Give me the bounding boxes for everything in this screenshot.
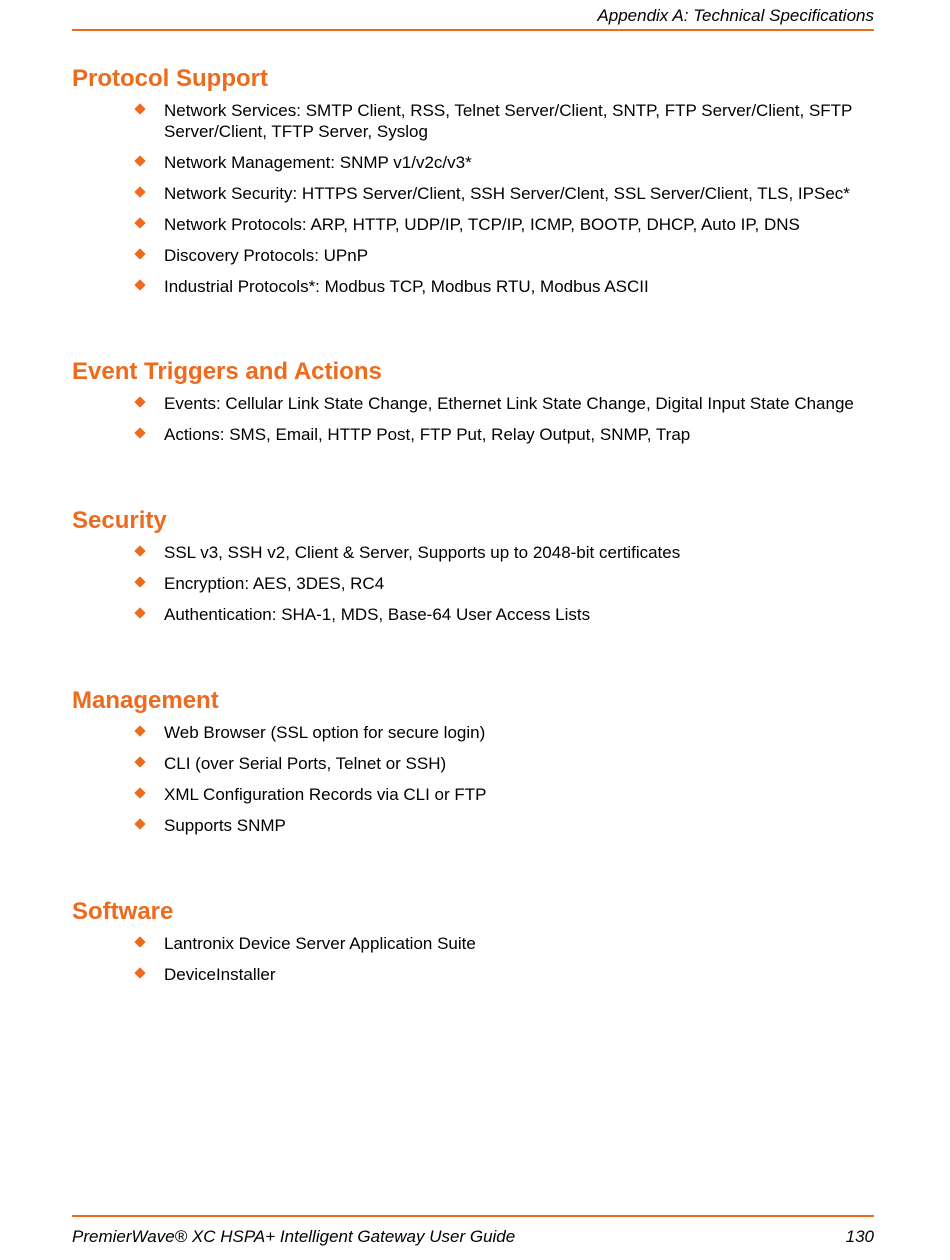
list-item: Authentication: SHA-1, MDS, Base-64 User Access Lists xyxy=(72,604,874,625)
footer-document-title: PremierWave® XC HSPA+ Intelligent Gateway User Guide xyxy=(72,1227,516,1246)
footer-page-number: 130 xyxy=(845,1227,874,1246)
list-item: Encryption: AES, 3DES, RC4 xyxy=(72,573,874,594)
diamond-bullet-icon xyxy=(134,279,145,290)
section-event-triggers xyxy=(72,357,874,455)
bullet-list xyxy=(72,542,874,625)
list-item: Network Protocols: ARP, HTTP, UDP/IP, TCP/IP, ICMP, BOOTP, DHCP, Auto IP, DNS xyxy=(72,214,874,235)
section-heading: Management xyxy=(72,687,219,714)
list-item: Supports SNMP xyxy=(72,815,874,836)
list-item: Industrial Protocols*: Modbus TCP, Modbus RTU, Modbus ASCII xyxy=(72,276,874,297)
diamond-bullet-icon xyxy=(134,725,145,736)
diamond-bullet-icon xyxy=(134,936,145,947)
diamond-bullet-icon xyxy=(134,545,145,556)
section-software xyxy=(72,897,874,995)
list-item: Network Security: HTTPS Server/Client, SSH Server/Clent, SSL Server/Client, TLS, IPSec* xyxy=(72,183,874,204)
footer-rule xyxy=(72,1215,874,1217)
list-item: DeviceInstaller xyxy=(72,964,874,985)
bullet-list xyxy=(72,722,874,836)
diamond-bullet-icon xyxy=(134,756,145,767)
diamond-bullet-icon xyxy=(134,103,145,114)
section-heading: Software xyxy=(72,898,174,925)
diamond-bullet-icon xyxy=(134,217,145,228)
diamond-bullet-icon xyxy=(134,248,145,259)
bullet-list xyxy=(72,393,874,445)
diamond-bullet-icon xyxy=(134,967,145,978)
list-item: Web Browser (SSL option for secure login) xyxy=(72,722,874,743)
diamond-bullet-icon xyxy=(134,607,145,618)
list-item: Network Services: SMTP Client, RSS, Telnet Server/Client, SNTP, FTP Server/Client, SFTP Server/Client, TFTP Server, Syslog xyxy=(72,100,874,142)
diamond-bullet-icon xyxy=(134,155,145,166)
diamond-bullet-icon xyxy=(134,396,145,407)
section-heading: Protocol Support xyxy=(72,65,268,92)
list-item: Network Management: SNMP v1/v2c/v3* xyxy=(72,152,874,173)
diamond-bullet-icon xyxy=(134,787,145,798)
bullet-list xyxy=(72,100,874,297)
page-header: Appendix A: Technical Specifications xyxy=(597,6,874,25)
diamond-bullet-icon xyxy=(134,576,145,587)
list-item: Actions: SMS, Email, HTTP Post, FTP Put, Relay Output, SNMP, Trap xyxy=(72,424,874,445)
list-item: Events: Cellular Link State Change, Ethernet Link State Change, Digital Input State Change xyxy=(72,393,874,414)
list-item: Discovery Protocols: UPnP xyxy=(72,245,874,266)
section-heading: Security xyxy=(72,507,167,534)
diamond-bullet-icon xyxy=(134,818,145,829)
list-item: CLI (over Serial Ports, Telnet or SSH) xyxy=(72,753,874,774)
section-management xyxy=(72,686,874,846)
diamond-bullet-icon xyxy=(134,186,145,197)
list-item: SSL v3, SSH v2, Client & Server, Supports up to 2048-bit certificates xyxy=(72,542,874,563)
list-item: Lantronix Device Server Application Suite xyxy=(72,933,874,954)
bullet-list xyxy=(72,933,874,985)
list-item: XML Configuration Records via CLI or FTP xyxy=(72,784,874,805)
section-security xyxy=(72,506,874,635)
diamond-bullet-icon xyxy=(134,427,145,438)
section-protocol-support xyxy=(72,64,874,307)
header-rule xyxy=(72,29,874,31)
section-heading: Event Triggers and Actions xyxy=(72,358,382,385)
